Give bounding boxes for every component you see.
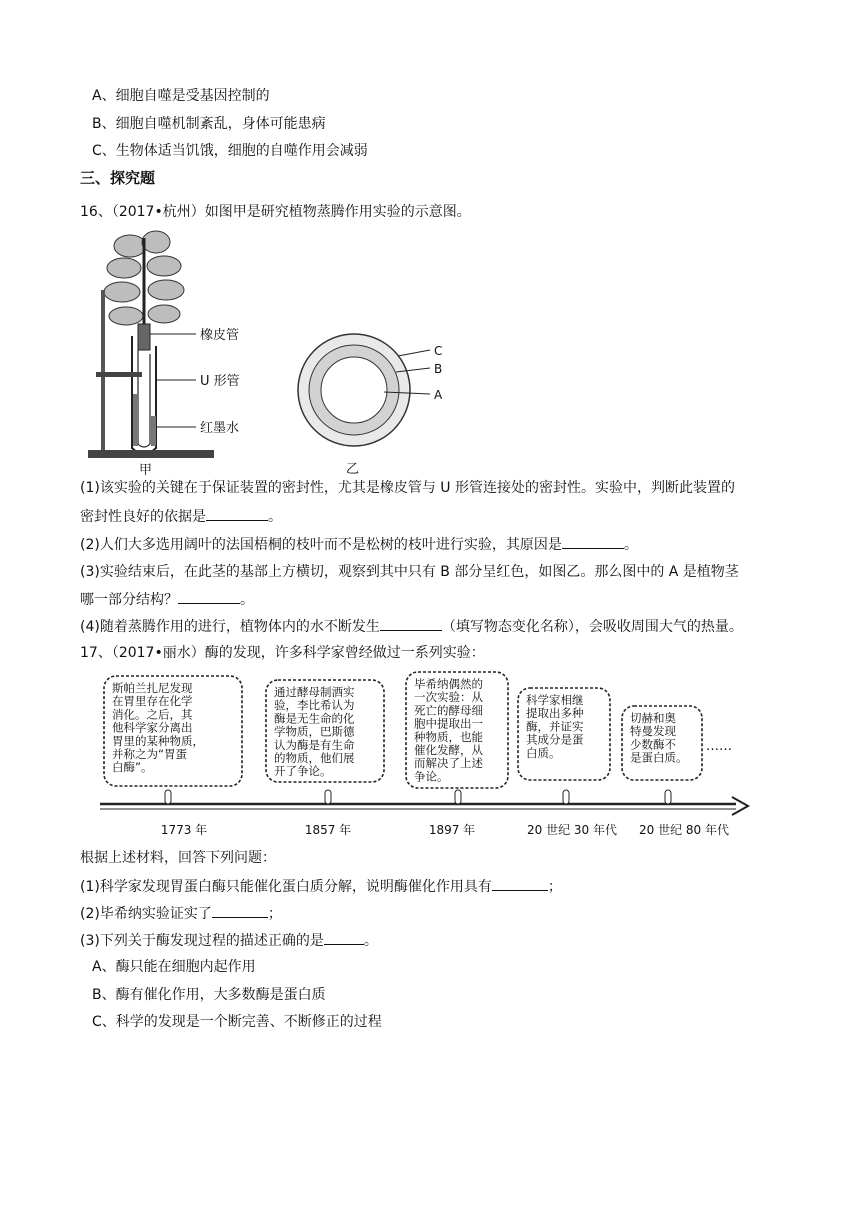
timeline-box-text: 特曼发现 xyxy=(630,724,676,739)
answer-blank[interactable] xyxy=(562,534,624,549)
q16-p4: (4)随着蒸腾作用的进行，植物体内的水不断发生 （填写物态变化名称），会吸收周围大气的热量。 xyxy=(80,616,743,637)
timeline-arrowhead xyxy=(732,797,748,815)
timeline-box-text: 白质。 xyxy=(526,745,561,760)
timeline-date: 1897 年 xyxy=(428,823,476,837)
q17-option-c: C、科学的发现是一个断完善、不断修正的过程 xyxy=(92,1014,382,1030)
timeline-box-text: 种物质，也能 xyxy=(414,729,483,744)
label-c: C xyxy=(434,344,443,358)
enzyme-timeline xyxy=(96,670,760,842)
timeline-box-text: 他科学家分离出 xyxy=(112,720,193,735)
timeline-box-text: 胃里的某种物质， xyxy=(112,733,204,748)
timeline-box-text: 少数酶不 xyxy=(630,737,676,752)
q16-p3-line2: 哪一部分结构？ 。 xyxy=(80,589,254,610)
q17-p3: (3)下列关于酶发现过程的描述正确的是 。 xyxy=(80,930,378,951)
timeline-box-text: 科学家相继 xyxy=(526,693,584,707)
timeline-date: 1773 年 xyxy=(160,823,208,837)
figure-jia xyxy=(84,228,274,478)
timeline-connector xyxy=(665,790,671,804)
answer-blank[interactable] xyxy=(492,876,548,891)
clamp xyxy=(96,372,142,377)
option-a: A、细胞自噬是受基因控制的 xyxy=(92,88,270,104)
timeline-box-text: 消化。之后，其 xyxy=(112,707,193,722)
timeline-box-text: 通过酵母制酒实 xyxy=(274,685,355,699)
timeline-box-text: 的物质，他们展 xyxy=(274,751,355,765)
timeline-box-text: 毕希纳偶然的 xyxy=(414,677,483,691)
u-tube-inner xyxy=(138,350,150,447)
timeline-box-text: 是蛋白质。 xyxy=(630,750,688,765)
timeline-box-text: 认为酶是有生命 xyxy=(274,737,355,752)
timeline-box-text: 而解决了上述 xyxy=(414,756,483,771)
option-b: B、细胞自噬机制紊乱，身体可能患病 xyxy=(92,116,326,132)
timeline-box-text: 酶是无生命的化 xyxy=(274,711,355,726)
timeline-ellipsis: …… xyxy=(706,739,732,754)
label-b: B xyxy=(434,362,443,376)
caption-yi: 乙 xyxy=(346,462,360,477)
timeline-box-text: 一次实验：从 xyxy=(414,690,483,705)
caption-jia: 甲 xyxy=(139,463,153,478)
q16-p3-line1: (3)实验结束后，在此茎的基部上方横切，观察到其中只有 B 部分呈红色，如图乙。那么图中的 A 是植物茎 xyxy=(80,564,739,580)
timeline-box-text: 开了争论。 xyxy=(274,764,332,779)
answer-blank[interactable] xyxy=(380,616,442,631)
label-rubber-tube: 橡皮管 xyxy=(200,328,240,343)
label-u-tube: U 形管 xyxy=(200,374,240,389)
timeline-box-text: 胞中提取出一 xyxy=(414,716,483,731)
red-ink-left xyxy=(133,394,138,446)
q17-p1: (1)科学家发现胃蛋白酶只能催化蛋白质分解，说明酶催化作用具有 ； xyxy=(80,876,562,897)
label-a: A xyxy=(434,388,443,402)
timeline-connector xyxy=(325,790,331,804)
q17-option-a: A、酶只能在细胞内起作用 xyxy=(92,959,256,975)
timeline-date: 20 世纪 30 年代 xyxy=(527,823,617,837)
red-ink-right xyxy=(151,416,156,446)
timeline-date: 1857 年 xyxy=(304,823,352,837)
answer-blank[interactable] xyxy=(324,930,364,945)
q16-stem: 16、（2017•杭州）如图甲是研究植物蒸腾作用实验的示意图。 xyxy=(80,204,471,220)
answer-blank[interactable] xyxy=(206,506,268,521)
timeline-box-text: 死亡的酵母细 xyxy=(414,703,483,718)
q16-p1-line1: (1)该实验的关键在于保证装置的密封性，尤其是橡皮管与 U 形管连接处的密封性。实验中，判断此装置的 xyxy=(80,480,735,496)
timeline-box-text: 学物质，巴斯德 xyxy=(274,724,355,739)
timeline-box-text: 争论。 xyxy=(414,769,449,784)
timeline-box-text: 并称之为“胃蛋 xyxy=(112,747,187,761)
q17-p2: (2)毕希纳实验证实了 ； xyxy=(80,903,282,924)
answer-blank[interactable] xyxy=(212,903,268,918)
q16-p1-line2: 密封性良好的依据是 。 xyxy=(80,506,282,527)
timeline-box-text: 催化发酵，从 xyxy=(414,743,483,757)
timeline-box-text: 切赫和奥 xyxy=(630,711,676,725)
timeline-box-text: 在胃里存在化学 xyxy=(112,694,193,709)
timeline-connector xyxy=(563,790,569,804)
stand-base xyxy=(88,450,214,458)
q16-p2: (2)人们大多选用阔叶的法国梧桐的枝叶而不是松树的枝叶进行实验，其原因是 。 xyxy=(80,534,638,555)
timeline-box-text: 提取出多种 xyxy=(526,706,584,721)
timeline-box-text: 其成分是蛋 xyxy=(526,732,584,747)
section-heading: 三、探究题 xyxy=(80,169,156,187)
timeline-box-text: 白酶”。 xyxy=(112,760,153,775)
timeline-box-text: 酶，并证实 xyxy=(526,719,584,734)
timeline-connector xyxy=(165,790,171,804)
label-red-ink: 红墨水 xyxy=(200,421,240,436)
q17-option-b: B、酶有催化作用，大多数酶是蛋白质 xyxy=(92,987,326,1003)
rubber-tube xyxy=(138,324,150,350)
q17-intro: 根据上述材料，回答下列问题： xyxy=(80,850,276,866)
timeline-box-text: 斯帕兰扎尼发现 xyxy=(112,681,193,695)
q17-stem: 17、（2017•丽水）酶的发现，许多科学家曾经做过一系列实验： xyxy=(80,645,485,661)
option-c: C、生物体适当饥饿，细胞的自噬作用会减弱 xyxy=(92,143,368,159)
figure-yi xyxy=(296,328,472,478)
timeline-date: 20 世纪 80 年代 xyxy=(639,823,729,837)
timeline-connector xyxy=(455,790,461,804)
answer-blank[interactable] xyxy=(178,589,240,604)
ring-a xyxy=(321,357,387,423)
timeline-box-text: 验，李比希认为 xyxy=(274,698,355,713)
